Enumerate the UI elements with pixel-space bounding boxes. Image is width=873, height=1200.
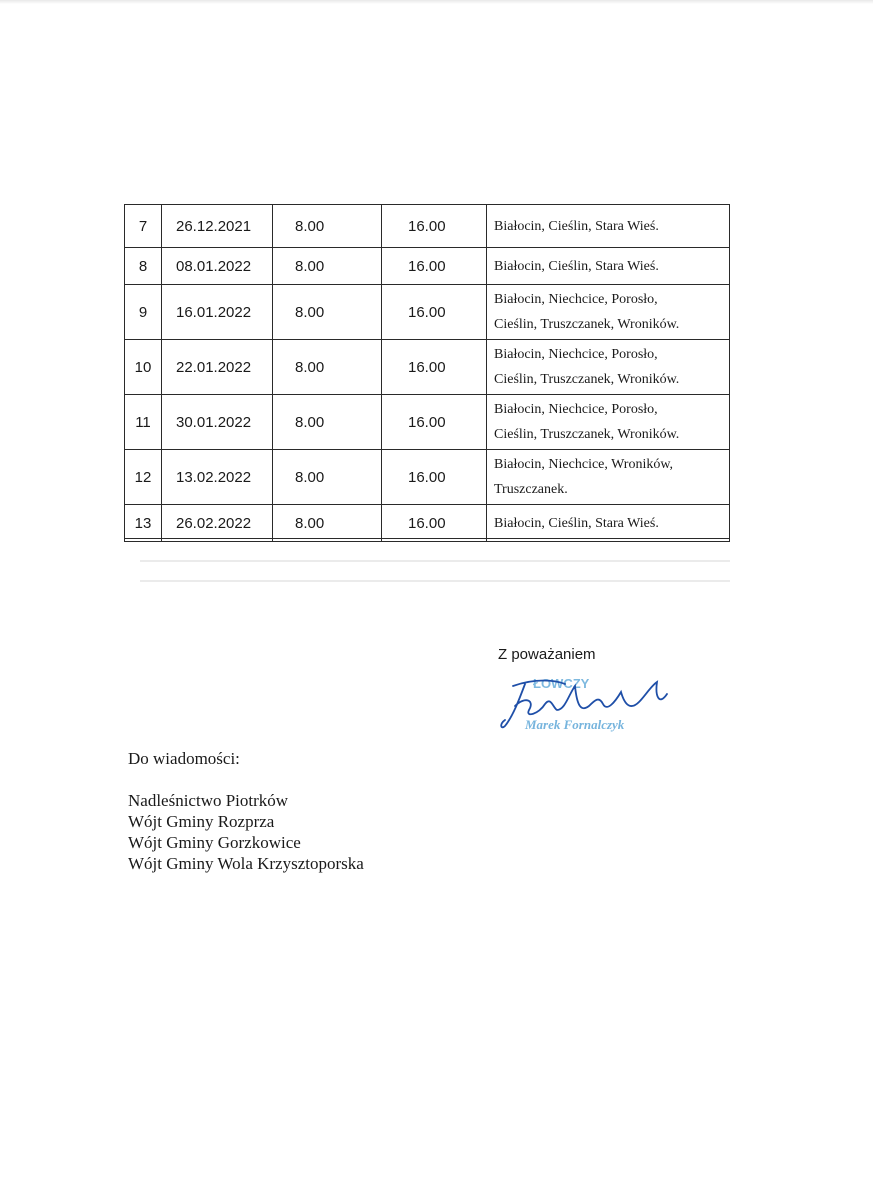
closing-greeting: Z poważaniem xyxy=(498,646,596,663)
stamp-name: Marek Fornalczyk xyxy=(525,717,625,732)
table-bottom-line xyxy=(124,538,729,539)
table-row xyxy=(125,450,730,505)
row-start-time: 8.00 xyxy=(273,505,382,542)
places-line: Białocin, Niechcice, Porosło, xyxy=(494,347,658,362)
row-start-time: 8.00 xyxy=(273,205,382,248)
table-row xyxy=(125,340,730,395)
table-row xyxy=(125,285,730,340)
places-line: Białocin, Niechcice, Wroników, xyxy=(494,457,674,472)
row-date: 16.01.2022 xyxy=(162,285,273,340)
signature-stamp xyxy=(495,666,685,746)
places-line: Białocin, Cieślin, Stara Wieś. xyxy=(494,258,659,274)
row-start-time: 8.00 xyxy=(273,248,382,285)
bleed-through-text xyxy=(140,560,730,600)
recipient-item: Wójt Gminy Rozprza xyxy=(128,812,275,831)
row-places xyxy=(487,505,730,542)
row-start-time: 8.00 xyxy=(273,395,382,450)
row-end-time: 16.00 xyxy=(382,340,487,395)
row-date: 13.02.2022 xyxy=(162,450,273,505)
places-line: Białocin, Cieślin, Stara Wieś. xyxy=(494,515,659,531)
distribution-list xyxy=(128,748,364,874)
places-line: Cieślin, Truszczanek, Wroników. xyxy=(494,427,680,442)
scan-edge xyxy=(0,0,873,4)
row-date: 08.01.2022 xyxy=(162,248,273,285)
recipient-item: Wójt Gminy Gorzkowice xyxy=(128,833,301,852)
row-number: 8 xyxy=(125,248,162,285)
row-date: 22.01.2022 xyxy=(162,340,273,395)
row-places xyxy=(487,285,730,340)
row-number: 13 xyxy=(125,505,162,542)
row-date: 26.12.2021 xyxy=(162,205,273,248)
row-start-time: 8.00 xyxy=(273,450,382,505)
row-places xyxy=(487,248,730,285)
row-end-time: 16.00 xyxy=(382,505,487,542)
distribution-heading: Do wiadomości: xyxy=(128,749,240,768)
places-line: Białocin, Niechcice, Porosło, xyxy=(494,402,658,417)
row-start-time: 8.00 xyxy=(273,340,382,395)
places-line: Cieślin, Truszczanek, Wroników. xyxy=(494,317,680,332)
recipients xyxy=(128,790,364,874)
places-line: Białocin, Niechcice, Porosło, xyxy=(494,292,658,307)
table-row xyxy=(125,505,730,542)
schedule-body xyxy=(125,205,730,542)
row-number: 9 xyxy=(125,285,162,340)
row-places xyxy=(487,395,730,450)
recipient-item: Nadleśnictwo Piotrków xyxy=(128,791,289,810)
row-number: 12 xyxy=(125,450,162,505)
places-line: Białocin, Cieślin, Stara Wieś. xyxy=(494,218,659,234)
row-end-time: 16.00 xyxy=(382,285,487,340)
schedule-table xyxy=(124,204,730,542)
row-end-time: 16.00 xyxy=(382,248,487,285)
row-places xyxy=(487,340,730,395)
row-end-time: 16.00 xyxy=(382,205,487,248)
row-end-time: 16.00 xyxy=(382,450,487,505)
table-row xyxy=(125,248,730,285)
stamp-title: ŁOWCZY xyxy=(533,676,590,691)
row-date: 26.02.2022 xyxy=(162,505,273,542)
row-number: 10 xyxy=(125,340,162,395)
places-line: Cieślin, Truszczanek, Wroników. xyxy=(494,372,680,387)
recipient-item: Wójt Gminy Wola Krzysztoporska xyxy=(128,854,364,873)
row-start-time: 8.00 xyxy=(273,285,382,340)
row-places xyxy=(487,450,730,505)
row-date: 30.01.2022 xyxy=(162,395,273,450)
places-line: Truszczanek. xyxy=(494,482,568,497)
row-number: 7 xyxy=(125,205,162,248)
row-number: 11 xyxy=(125,395,162,450)
table-row xyxy=(125,395,730,450)
row-end-time: 16.00 xyxy=(382,395,487,450)
table-row xyxy=(125,205,730,248)
row-places xyxy=(487,205,730,248)
